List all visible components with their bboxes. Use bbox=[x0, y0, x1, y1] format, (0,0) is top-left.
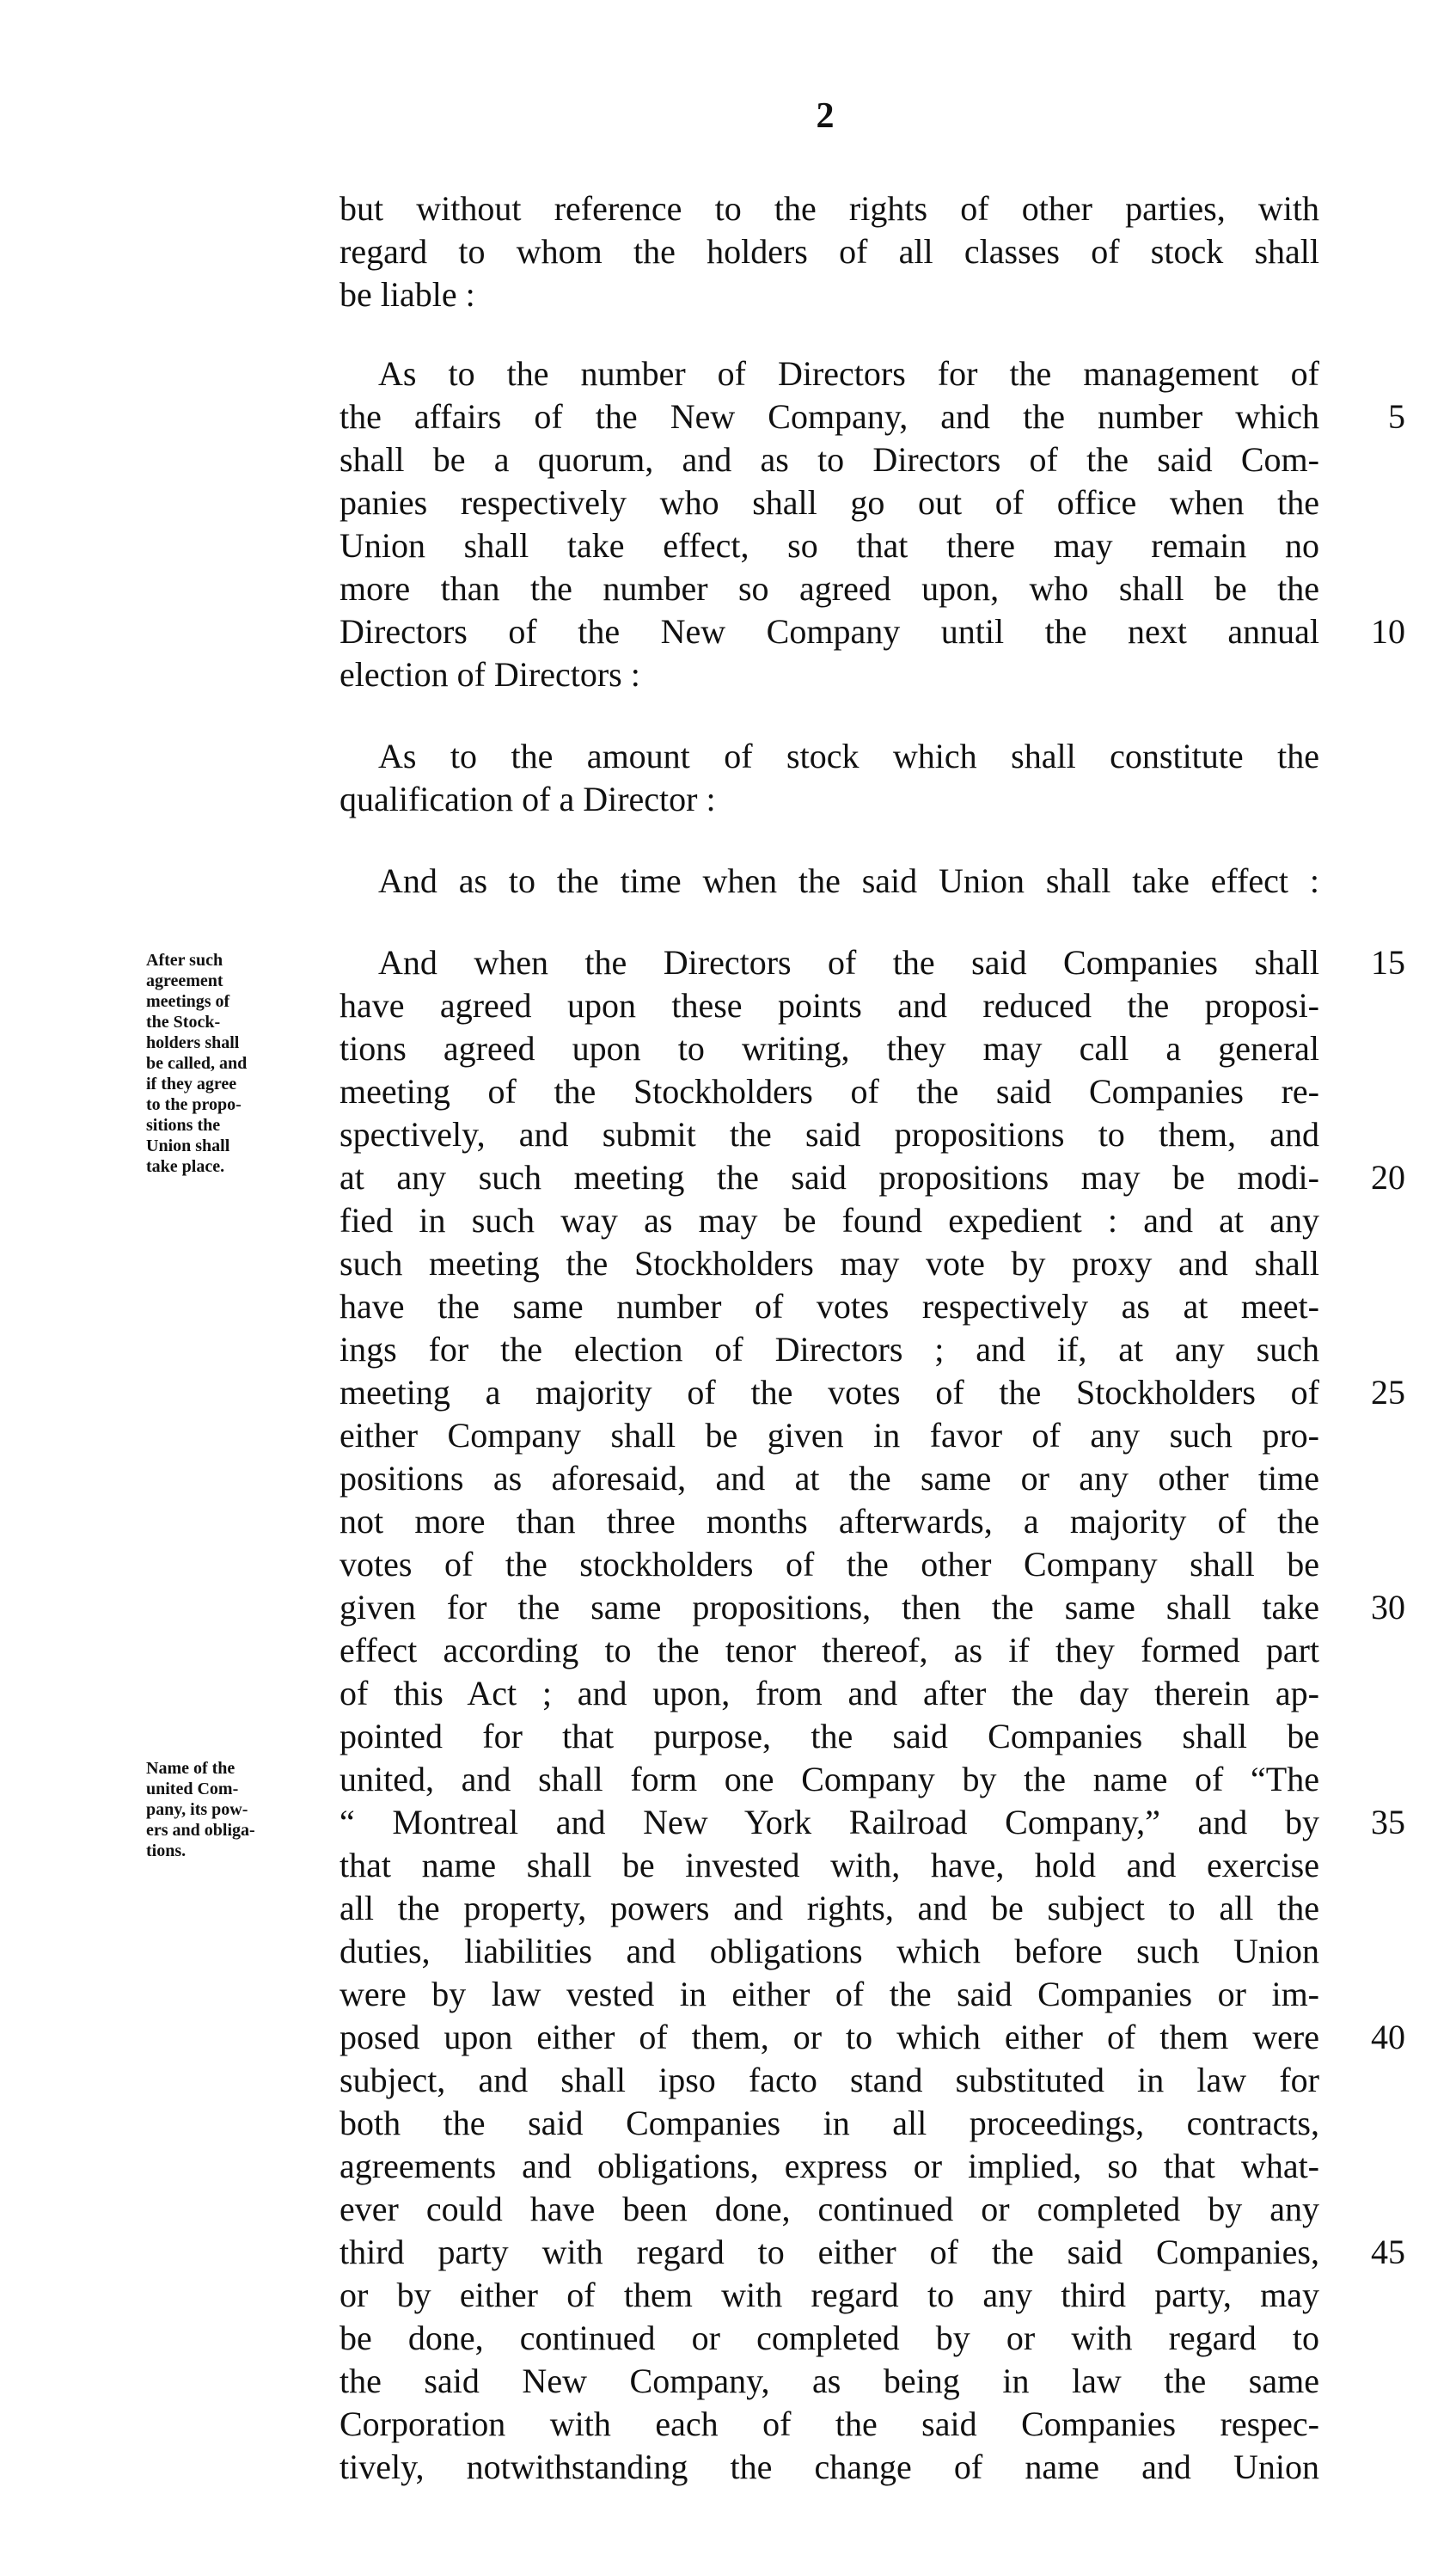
text-line: third party with regard to either of the said Companies, bbox=[340, 2233, 1319, 2271]
text-line: votes of the stockholders of the other Company shall be bbox=[340, 1545, 1319, 1584]
line-number: 10 bbox=[1371, 612, 1405, 651]
text-line: but without reference to the rights of other parties, with bbox=[340, 189, 1319, 228]
text-line: the said New Company, as being in law the same bbox=[340, 2362, 1319, 2400]
text-line: Corporation with each of the said Companies respec- bbox=[340, 2405, 1319, 2443]
text-line: As to the amount of stock which shall constitute the bbox=[378, 737, 1319, 775]
text-line: the affairs of the New Company, and the number which bbox=[340, 397, 1319, 436]
text-line: panies respectively who shall go out of office when the bbox=[340, 483, 1319, 522]
marginal-note-line: holders shall bbox=[146, 1033, 240, 1052]
text-line: fied in such way as may be found expedient : and at any bbox=[340, 1201, 1319, 1240]
marginal-note-line: After such bbox=[146, 951, 223, 970]
text-line: And as to the time when the said Union shall take effect : bbox=[378, 861, 1319, 900]
text-line: shall be a quorum, and as to Directors of the said Com- bbox=[340, 440, 1319, 479]
text-line: given for the same propositions, then the same shall take bbox=[340, 1588, 1319, 1627]
text-line: regard to whom the holders of all classes of stock shall bbox=[340, 232, 1319, 271]
line-number: 15 bbox=[1371, 943, 1405, 982]
text-line: were by law vested in either of the said Companies or im- bbox=[340, 1975, 1319, 2013]
marginal-note bbox=[146, 950, 301, 1177]
text-line: be liable : bbox=[340, 275, 475, 314]
marginal-note-line: agreement bbox=[146, 971, 223, 990]
text-line: Union shall take effect, so that there may remain no bbox=[340, 526, 1319, 565]
text-line: not more than three months afterwards, a majority of the bbox=[340, 1502, 1319, 1541]
text-line: meeting a majority of the votes of the Stockholders of bbox=[340, 1373, 1319, 1412]
line-number: 30 bbox=[1371, 1588, 1405, 1627]
text-line: tions agreed upon to writing, they may call a general bbox=[340, 1029, 1319, 1068]
text-line: qualification of a Director : bbox=[340, 780, 716, 818]
text-line: have the same number of votes respectively as at meet- bbox=[340, 1287, 1319, 1326]
marginal-note-line: sitions the bbox=[146, 1116, 221, 1135]
text-line: united, and shall form one Company by the name of “The bbox=[340, 1760, 1319, 1798]
marginal-note-line: meetings of bbox=[146, 992, 230, 1011]
text-line: election of Directors : bbox=[340, 655, 640, 694]
text-line: subject, and shall ipso facto stand substituted in law for bbox=[340, 2061, 1319, 2099]
text-line: at any such meeting the said propositions may be modi- bbox=[340, 1158, 1319, 1197]
text-line: such meeting the Stockholders may vote by proxy and shall bbox=[340, 1244, 1319, 1283]
text-line: have agreed upon these points and reduced the proposi- bbox=[340, 986, 1319, 1025]
text-line: ings for the election of Directors ; and if, at any such bbox=[340, 1330, 1319, 1369]
text-line: And when the Directors of the said Companies shall bbox=[378, 943, 1319, 982]
text-line: pointed for that purpose, the said Companies shall be bbox=[340, 1717, 1319, 1755]
text-line: either Company shall be given in favor of any such pro- bbox=[340, 1416, 1319, 1455]
text-line: Directors of the New Company until the next annual bbox=[340, 612, 1319, 651]
marginal-note-line: Union shall bbox=[146, 1136, 230, 1155]
text-line: agreements and obligations, express or implied, so that what- bbox=[340, 2147, 1319, 2185]
text-line: spectively, and submit the said propositions to them, and bbox=[340, 1115, 1319, 1154]
text-line: be done, continued or completed by or with regard to bbox=[340, 2319, 1319, 2357]
text-line: effect according to the tenor thereof, as if they formed part bbox=[340, 1631, 1319, 1669]
line-number: 40 bbox=[1371, 2018, 1405, 2056]
marginal-note bbox=[146, 1758, 301, 1861]
marginal-note-line: Name of the bbox=[146, 1759, 236, 1778]
text-line: “ Montreal and New York Railroad Company,” and by bbox=[340, 1803, 1319, 1841]
marginal-note-line: the Stock- bbox=[146, 1013, 221, 1032]
text-line: ever could have been done, continued or completed by any bbox=[340, 2190, 1319, 2228]
marginal-note-line: if they agree bbox=[146, 1075, 237, 1094]
text-line: meeting of the Stockholders of the said Companies re- bbox=[340, 1072, 1319, 1111]
marginal-note-line: pany, its pow- bbox=[146, 1800, 248, 1819]
text-line: of this Act ; and upon, from and after the day therein ap- bbox=[340, 1674, 1319, 1712]
marginal-note-line: to the propo- bbox=[146, 1095, 242, 1114]
page-number: 2 bbox=[816, 96, 835, 136]
text-line: that name shall be invested with, have, hold and exercise bbox=[340, 1846, 1319, 1884]
text-line: both the said Companies in all proceedings, contracts, bbox=[340, 2104, 1319, 2142]
text-line: tively, notwithstanding the change of name and Union bbox=[340, 2447, 1319, 2486]
line-number: 20 bbox=[1371, 1158, 1405, 1197]
line-number: 35 bbox=[1371, 1803, 1405, 1841]
line-number: 45 bbox=[1371, 2233, 1405, 2271]
line-number: 25 bbox=[1371, 1373, 1405, 1412]
marginal-note-line: be called, and bbox=[146, 1054, 248, 1073]
text-line: all the property, powers and rights, and be subject to all the bbox=[340, 1889, 1319, 1927]
text-line: positions as aforesaid, and at the same or any other time bbox=[340, 1459, 1319, 1498]
line-number: 5 bbox=[1388, 397, 1405, 436]
text-line: more than the number so agreed upon, who shall be the bbox=[340, 569, 1319, 608]
text-line: duties, liabilities and obligations which before such Union bbox=[340, 1932, 1319, 1970]
marginal-note-line: united Com- bbox=[146, 1780, 239, 1798]
text-line: As to the number of Directors for the management of bbox=[378, 354, 1319, 393]
marginal-note-line: take place. bbox=[146, 1157, 225, 1176]
text-line: or by either of them with regard to any third party, may bbox=[340, 2276, 1319, 2314]
text-line: posed upon either of them, or to which either of them were bbox=[340, 2018, 1319, 2056]
marginal-note-line: ers and obliga- bbox=[146, 1821, 255, 1840]
marginal-note-line: tions. bbox=[146, 1841, 187, 1860]
